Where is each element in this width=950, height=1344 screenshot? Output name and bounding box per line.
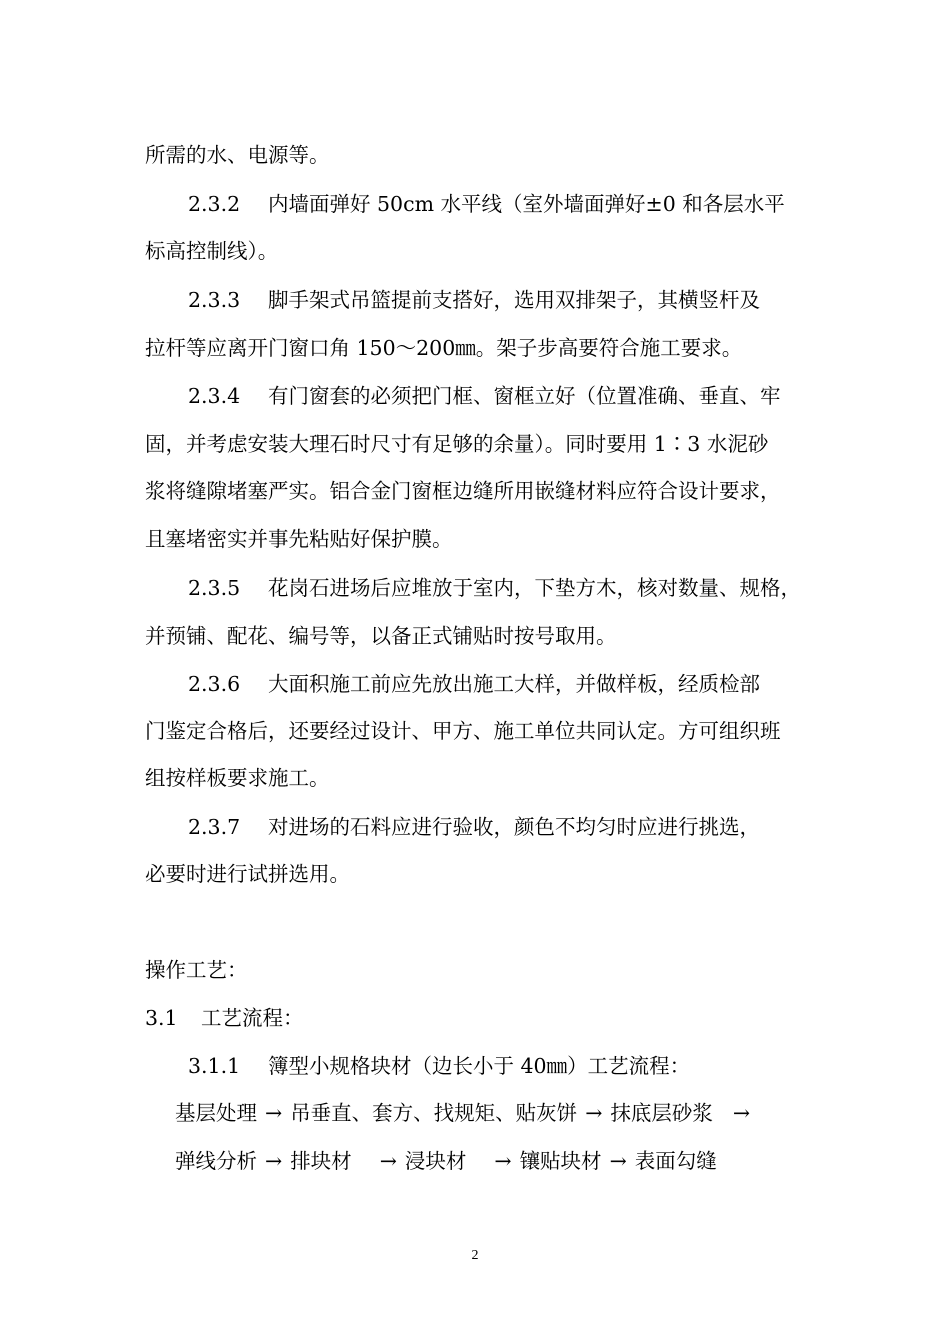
flow-step: 表面勾缝 — [634, 1149, 717, 1173]
flow-step: 镶贴块材 — [519, 1149, 602, 1173]
item-2-3-7 — [188, 815, 760, 839]
text-line: 浆将缝隙堵塞严实。铝合金门窗框边缝所用嵌缝材料应符合设计要求， — [145, 479, 781, 503]
section-3-1-1 — [188, 1054, 690, 1078]
item-2-3-4 — [188, 384, 781, 408]
arrow-right-icon: → — [732, 1101, 751, 1125]
item-number: 2.3.7 — [188, 815, 241, 839]
text-line: 拉杆等应离开门窗口角 150～200㎜。架子步高要符合施工要求。 — [145, 336, 743, 360]
section-title: 簿型小规格块材（边长小于 40㎜）工艺流程： — [268, 1054, 691, 1078]
flow-step: 抹底层砂浆 — [610, 1101, 713, 1125]
text-line: 所需的水、电源等。 — [145, 143, 330, 167]
arrow-right-icon: → — [379, 1149, 397, 1173]
item-text: 大面积施工前应先放出施工大样，并做样板，经质检部 — [268, 672, 760, 696]
text-line: 并预铺、配花、编号等，以备正式铺贴时按号取用。 — [145, 624, 617, 648]
item-text: 花岗石进场后应堆放于室内，下垫方木，核对数量、规格， — [268, 576, 801, 600]
item-number: 2.3.4 — [188, 384, 241, 408]
section-heading: 操作工艺： — [145, 958, 248, 982]
item-2-3-5 — [188, 576, 801, 600]
flow-step: 浸块材 — [404, 1149, 467, 1173]
text-line: 且塞堵密实并事先粘贴好保护膜。 — [145, 527, 453, 551]
flow-step: 吊垂直、套方、找规矩、贴灰饼 — [290, 1101, 578, 1125]
flow-step: 排块材 — [290, 1149, 352, 1173]
item-number: 2.3.5 — [188, 576, 241, 600]
flow-row-2 — [175, 1149, 717, 1173]
text-line: 门鉴定合格后，还要经过设计、甲方、施工单位共同认定。方可组织班 — [145, 719, 781, 743]
flow-row-1 — [175, 1101, 758, 1125]
item-text: 有门窗套的必须把门框、窗框立好（位置准确、垂直、牢 — [268, 384, 781, 408]
arrow-right-icon: → — [609, 1149, 627, 1173]
item-2-3-2 — [188, 192, 785, 216]
page-number: 2 — [471, 1248, 479, 1263]
item-text: 脚手架式吊篮提前支搭好，选用双排架子，其横竖杆及 — [268, 288, 760, 312]
arrow-right-icon: → — [265, 1101, 283, 1125]
item-text: 对进场的石料应进行验收，颜色不均匀时应进行挑选， — [268, 815, 760, 839]
item-number: 2.3.3 — [188, 288, 241, 312]
section-number: 3.1 — [145, 1006, 178, 1030]
arrow-right-icon: → — [265, 1149, 283, 1173]
text-line: 必要时进行试拼选用。 — [145, 862, 350, 886]
arrow-right-icon: → — [494, 1149, 512, 1173]
item-text: 内墙面弹好 50cm 水平线（室外墙面弹好±0 和各层水平 — [268, 192, 785, 216]
flow-step: 弹线分析 — [175, 1149, 257, 1173]
section-number: 3.1.1 — [188, 1054, 241, 1078]
item-2-3-3 — [188, 288, 760, 312]
flow-step: 基层处理 — [175, 1101, 257, 1125]
arrow-right-icon: → — [585, 1101, 603, 1125]
item-number: 2.3.6 — [188, 672, 241, 696]
item-2-3-6 — [188, 672, 760, 696]
item-number: 2.3.2 — [188, 192, 241, 216]
section-3-1 — [145, 1006, 304, 1030]
section-title: 工艺流程： — [201, 1006, 304, 1030]
text-line: 固，并考虑安装大理石时尺寸有足够的余量）。同时要用 1∶3 水泥砂 — [145, 432, 769, 456]
text-line: 组按样板要求施工。 — [145, 766, 330, 790]
text-line: 标高控制线）。 — [145, 239, 279, 263]
